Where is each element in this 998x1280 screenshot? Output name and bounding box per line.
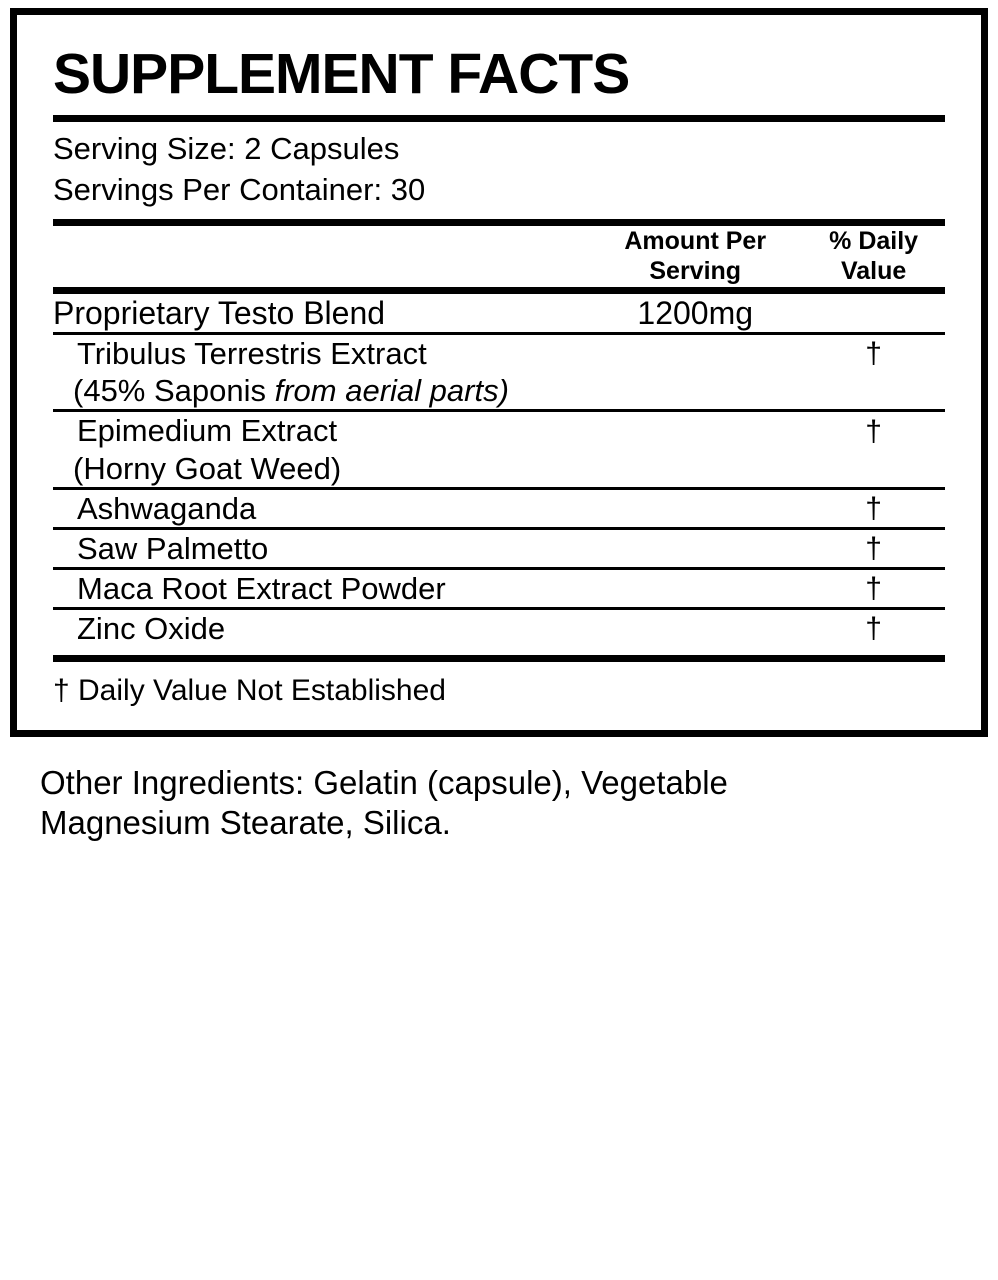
row-daily-value: † [865, 532, 882, 566]
nutrition-table [53, 226, 945, 648]
row-daily-value: † [865, 337, 882, 371]
row-name-continuation: (Horny Goat Weed) [73, 450, 342, 486]
divider-under-title [53, 115, 945, 122]
table-row [53, 335, 945, 372]
divider-heavy [53, 287, 945, 294]
footnote: † Daily Value Not Established [53, 674, 446, 708]
row-amount [588, 412, 802, 449]
divider-row-header [53, 287, 945, 294]
row-daily-value: † [865, 612, 882, 646]
serving-size: Serving Size: 2 Capsules [53, 131, 400, 167]
row-continuation-plain: (45% Saponis [73, 373, 275, 409]
row-amount [588, 490, 802, 527]
table-row [53, 610, 945, 647]
row-dv-blank [802, 450, 945, 487]
row-name: Ashwaganda [77, 490, 257, 526]
row-daily-value [802, 294, 945, 332]
row-amount-blank [588, 372, 802, 409]
row-name: Epimedium Extract [77, 413, 338, 449]
table-row [53, 490, 945, 527]
table-header-row [53, 226, 945, 287]
other-ingredients [10, 737, 988, 842]
row-amount [588, 570, 802, 607]
header-amount-per-serving [588, 226, 802, 287]
row-name: Saw Palmetto [77, 530, 269, 566]
serving-info [53, 122, 945, 218]
header-blank [53, 226, 588, 287]
facts-panel [10, 8, 988, 737]
table-row [53, 412, 945, 449]
page-title: SUPPLEMENT FACTS [53, 42, 630, 106]
row-continuation-italic: from aerial parts) [274, 373, 509, 409]
other-ingredients-line1: Other Ingredients: Gelatin (capsule), Vegetable [40, 763, 728, 801]
header-dv-line1: % Daily [829, 226, 919, 255]
other-ingredients-line2: Magnesium Stearate, Silica. [40, 803, 451, 841]
row-dv-blank [802, 372, 945, 409]
row-name: Zinc Oxide [77, 611, 226, 647]
table-row [53, 294, 945, 332]
divider-cell [53, 287, 945, 294]
row-daily-value: † [865, 572, 882, 606]
row-name-continuation [53, 372, 588, 409]
row-amount [588, 610, 802, 647]
header-daily-value [802, 226, 945, 287]
row-amount: 1200mg [637, 294, 754, 331]
row-amount [588, 335, 802, 372]
divider-under-servings [53, 219, 945, 226]
row-name: Maca Root Extract Powder [77, 571, 446, 607]
row-amount [588, 530, 802, 567]
header-dv-line2: Value [840, 257, 907, 286]
table-row [53, 530, 945, 567]
row-amount-blank [588, 450, 802, 487]
table-row [53, 570, 945, 607]
table-row-continuation [53, 372, 945, 409]
header-amount-line2: Serving [649, 257, 742, 286]
table-row-continuation [53, 450, 945, 487]
row-daily-value: † [865, 414, 882, 448]
row-name: Tribulus Terrestris Extract [77, 335, 427, 371]
row-daily-value: † [865, 491, 882, 525]
servings-per-container: Servings Per Container: 30 [53, 172, 426, 208]
header-amount-line1: Amount Per [624, 226, 767, 255]
row-name: Proprietary Testo Blend [53, 294, 386, 331]
divider-above-footnote [53, 655, 945, 662]
